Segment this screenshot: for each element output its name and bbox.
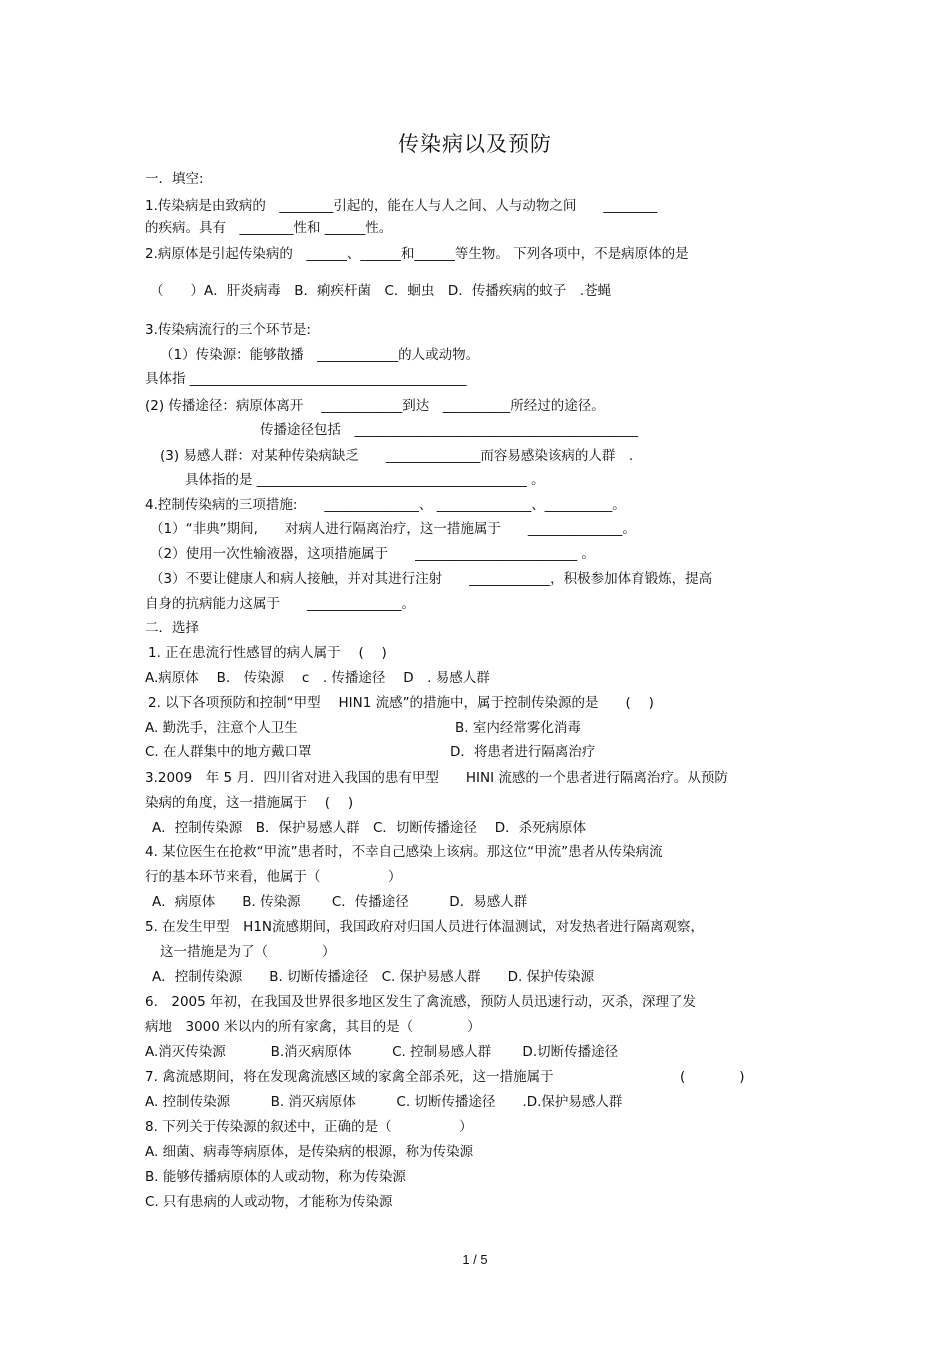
page-number: 1 / 5 xyxy=(462,1252,488,1267)
text-line: A．控制传染源 B. 切断传播途径 C. 保护易感人群 D. 保护传染源 xyxy=(152,969,595,985)
section-fill-heading: 一．填空: xyxy=(145,171,204,187)
text-line: 行的基本环节来看，他属于（ ） xyxy=(145,869,402,885)
text-line: 染病的角度，这一措施属于 ( ) xyxy=(145,795,354,811)
text-line: A. 细菌、病毒等病原体，是传染病的根源，称为传染源 xyxy=(145,1144,474,1160)
text-line: 具体指的是 ________________________________________ 。 xyxy=(185,472,545,488)
text-line: 的疾病。具有 ________性和 ______性。 xyxy=(145,220,393,236)
text-line: 这一措施是为了（ ） xyxy=(160,944,336,960)
text-line: A.消灭传染源 B.消灭病原体 C. 控制易感人群 D.切断传播途径 xyxy=(145,1044,619,1060)
text-line: 2.病原体是引起传染病的 ______、______和______等生物。 下列各项中，不是病原体的是 xyxy=(145,246,689,262)
text-line: A．控制传染源 B．保护易感人群 C．切断传播途径 D．杀死病原体 xyxy=(152,820,587,836)
text-line: A．病原体 B. 传染源 C．传播途径 D．易感人群 xyxy=(152,894,528,910)
text-line: （1）“非典”期间, 对病人进行隔离治疗，这一措施属于 ______________。 xyxy=(150,521,636,537)
text-line: 1.传染病是由致病的 ________引起的，能在人与人之间、人与动物之间 ________ xyxy=(145,198,658,214)
text-line: 6. 2005 年初，在我国及世界很多地区发生了禽流感，预防人员迅速行动，灭杀，深理了发 xyxy=(145,994,697,1010)
text-line: 4. 某位医生在抢救“甲流”患者时，不幸自己感染上该病。那这位“甲流”患者从传染病流 xyxy=(145,844,663,860)
text-line: 4.控制传染病的三项措施: ______________、 ______________、__________。 xyxy=(145,497,626,513)
text-line: （ ）A．肝炎病毒 B．痢疾杆菌 C．蛔虫 D．传播疾病的蚊子 .苍蝇 xyxy=(150,283,612,299)
text-line: （2）使用一次性输液器，这项措施属于 ________________________ 。 xyxy=(150,546,595,562)
text-line: 1. 正在患流行性感冒的病人属于 ( ) xyxy=(148,645,387,661)
text-line: (3) 易感人群：对某种传染病缺乏 ______________而容易感染该病的人群 . xyxy=(160,448,634,464)
text-line: （1）传染源：能够散播 ____________的人或动物。 xyxy=(160,347,480,363)
text-line: ( ) xyxy=(680,1069,745,1085)
text-line: 传播途径包括 __________________________________________ xyxy=(260,422,638,438)
text-line: A. 控制传染源 B. 消灭病原体 C. 切断传播途径 .D.保护易感人群 xyxy=(145,1094,623,1110)
text-line: B. 能够传播病原体的人或动物，称为传染源 xyxy=(145,1169,406,1185)
text-line: C. 在人群集中的地方戴口罩 xyxy=(145,744,312,760)
section-choice-heading: 二．选择 xyxy=(145,620,199,636)
text-line: 2. 以下各项预防和控制“甲型 HIN1 流感”的措施中，属于控制传染源的是 ( ) xyxy=(148,695,654,711)
text-line: 自身的抗病能力这属于 ______________。 xyxy=(145,596,415,612)
text-line: 7. 禽流感期间，将在发现禽流感区域的家禽全部杀死，这一措施属于 xyxy=(145,1069,554,1085)
text-line: A. 勤洗手，注意个人卫生 xyxy=(145,720,298,736)
page-title: 传染病以及预防 xyxy=(398,132,552,156)
text-line: C. 只有患病的人或动物，才能称为传染源 xyxy=(145,1194,393,1210)
text-line: 5. 在发生甲型 H1N流感期间，我国政府对归国人员进行体温测试，对发热者进行隔离观察， xyxy=(145,919,705,935)
text-line: A.病原体 B. 传染源 c . 传播途径 D . 易感人群 xyxy=(145,670,490,686)
text-line: 病地 3000 米以内的所有家禽，其目的是（ ） xyxy=(145,1019,481,1035)
text-line: 3.2009 年 5 月．四川省对进入我国的患有甲型 HINI 流感的一个患者进行隔离治疗。从预防 xyxy=(145,770,728,786)
text-line: 具体指 _________________________________________ xyxy=(145,371,467,387)
text-line: 3.传染病流行的三个环节是: xyxy=(145,322,311,338)
text-line: 8. 下列关于传染源的叙述中，正确的是（ ） xyxy=(145,1119,473,1135)
text-line: （3）不要让健康人和病人接触，并对其进行注射 ____________，积极参加体育锻炼，提高 xyxy=(150,571,713,587)
text-line: (2) 传播途径：病原体离开 ____________到达 __________所经过的途径。 xyxy=(145,398,605,414)
text-line: D．将患者进行隔离治疗 xyxy=(450,744,596,760)
text-line: B. 室内经常雾化消毒 xyxy=(455,720,581,736)
